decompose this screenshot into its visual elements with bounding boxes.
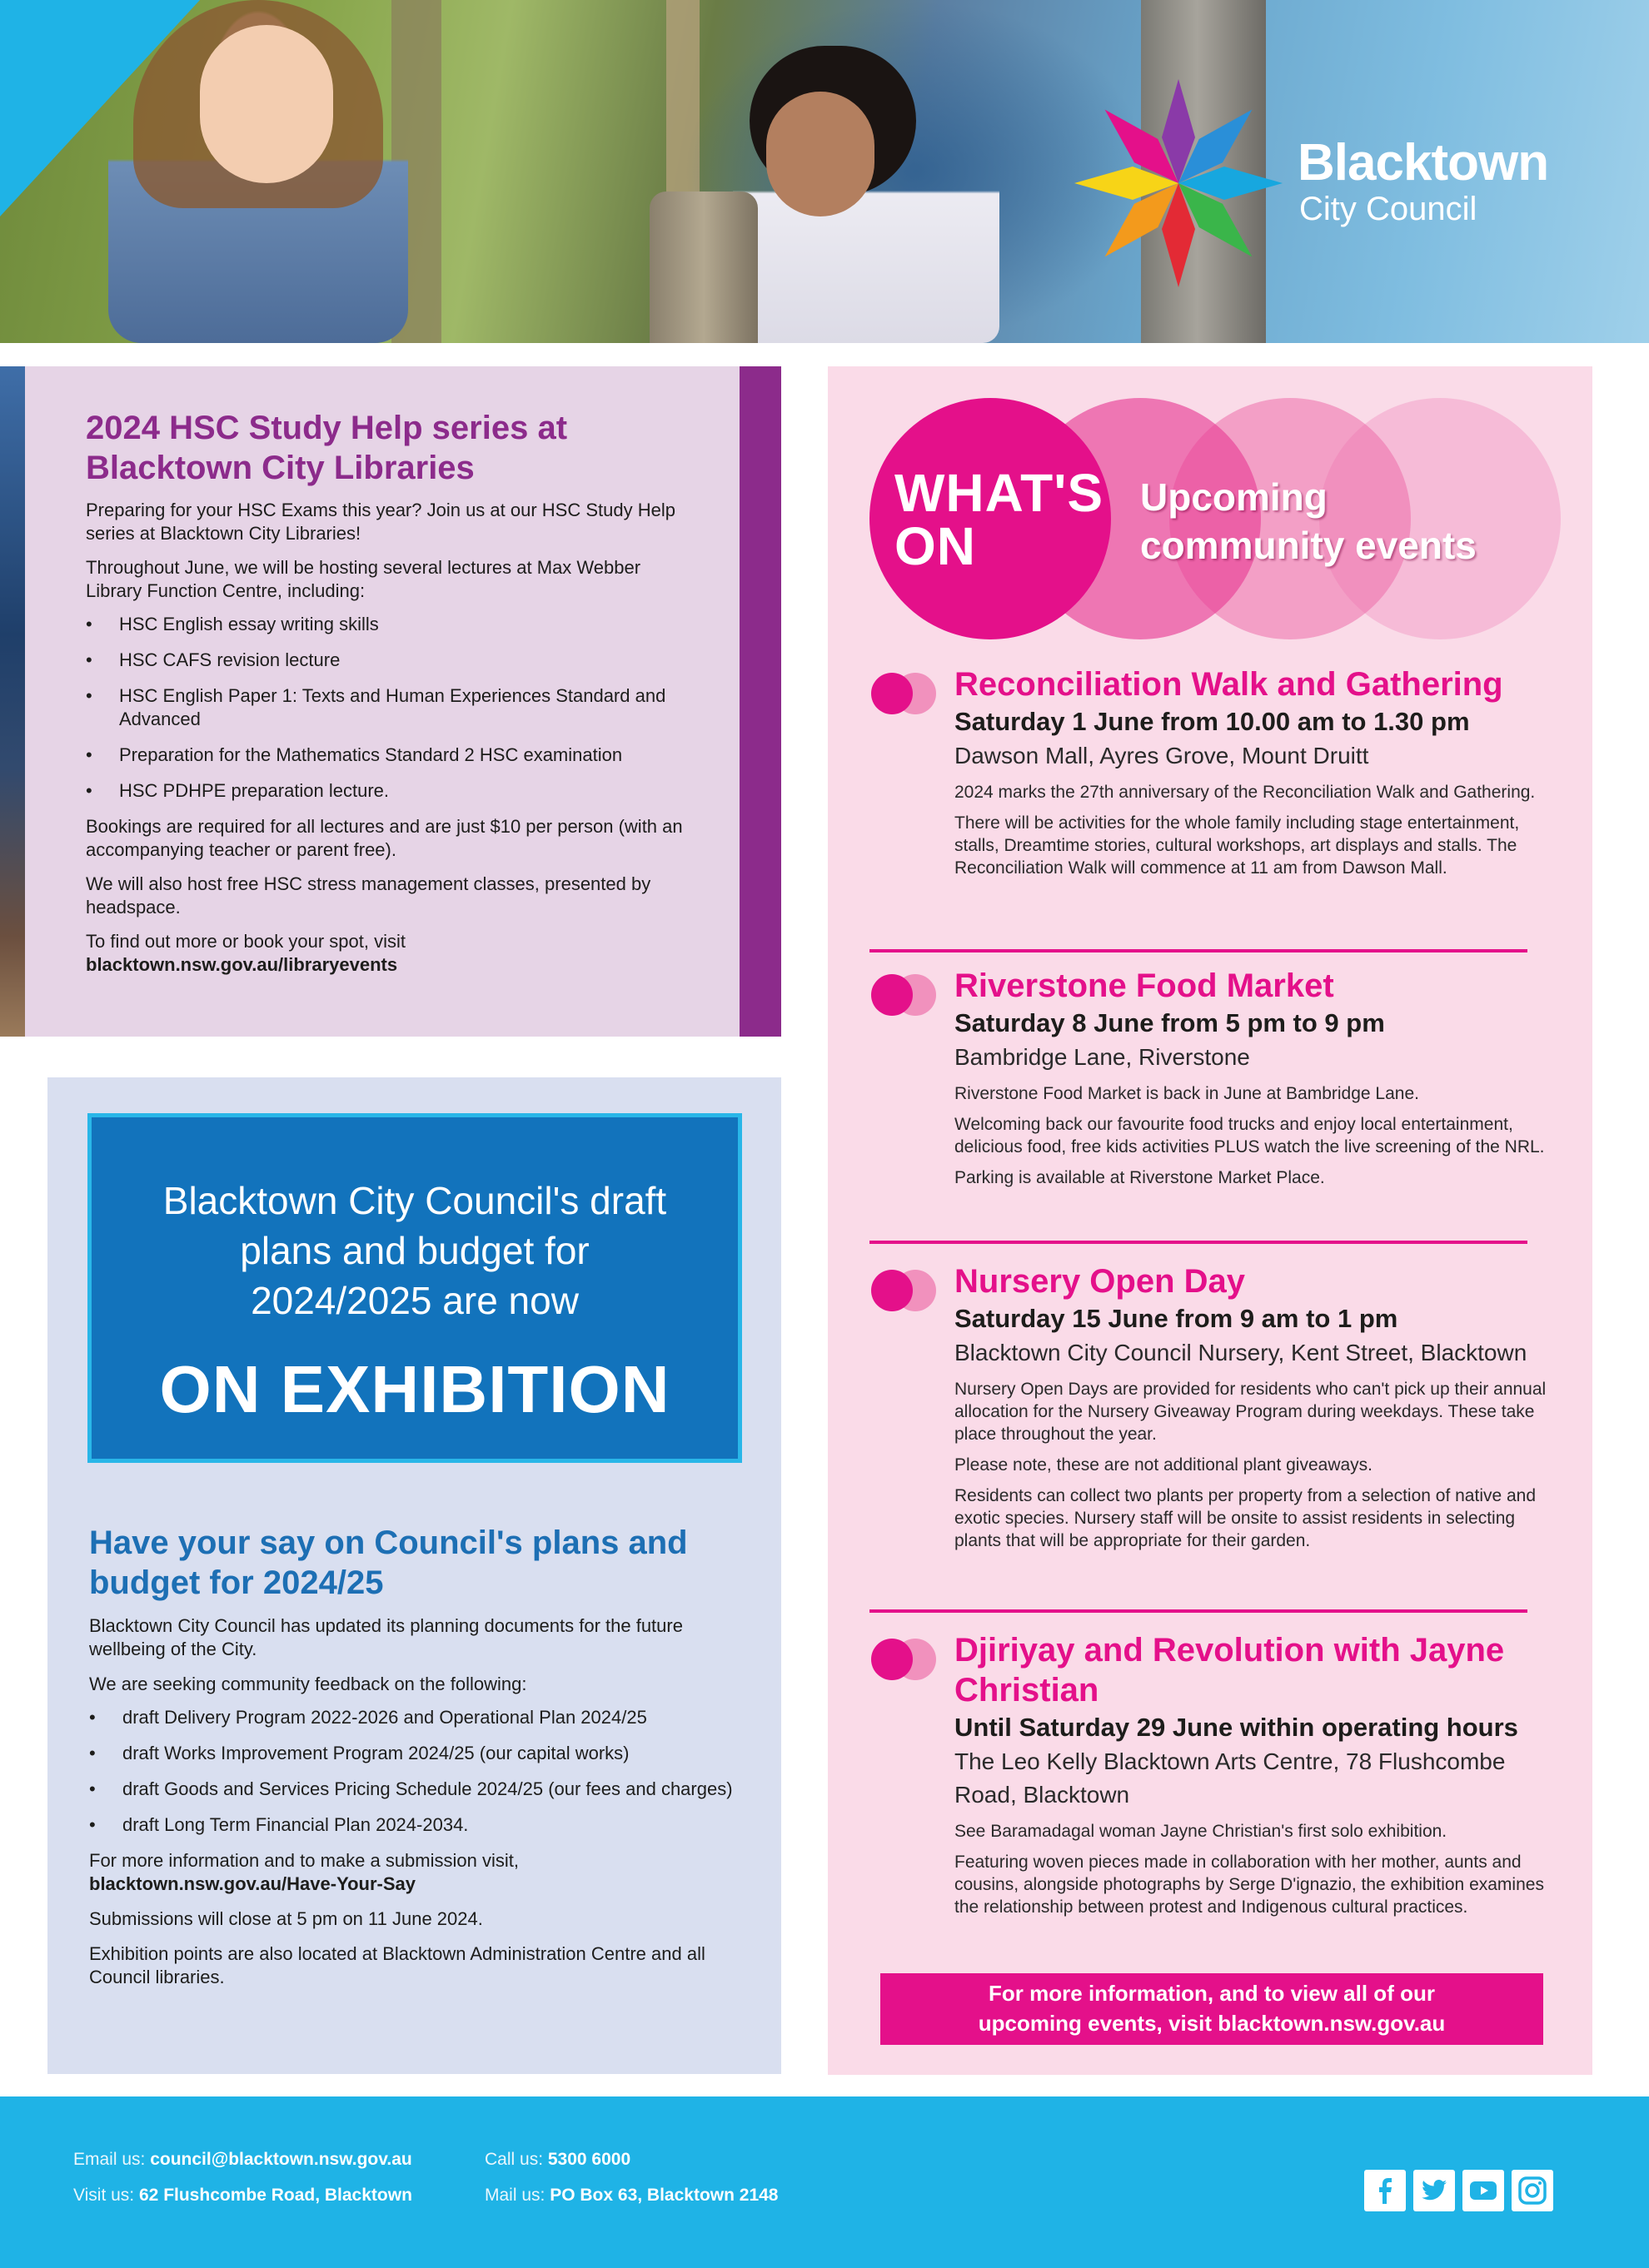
event-paragraph: 2024 marks the 27th anniversary of the Reconciliation Walk and Gathering. xyxy=(954,783,1536,802)
list-item: • HSC English Paper 1: Texts and Human Experiences Standard and Advanced xyxy=(86,684,698,731)
event-title: Riverstone Food Market xyxy=(954,967,1334,1004)
event-paragraph: Featuring woven pieces made in collaboration with her mother, aunts and cousins, alongside photographs by Serge D'ignazio, the exhibition examines the relationship between protest and Indigenous cultural practices. xyxy=(954,1853,1544,1917)
event-when: Saturday 8 June from 5 pm to 9 pm xyxy=(954,1008,1385,1037)
phone-number[interactable]: 5300 6000 xyxy=(547,2150,631,2169)
more-info-button[interactable] xyxy=(880,1973,1543,2045)
star-logo-icon xyxy=(1066,71,1291,296)
list-item: • HSC PDHPE preparation lecture. xyxy=(86,779,698,803)
event-divider xyxy=(869,1241,1527,1244)
call-label: Call us: xyxy=(485,2150,544,2169)
event-bullet-icon xyxy=(871,1270,938,1311)
hsc-find-out-text: To find out more or book your spot, visit xyxy=(86,931,406,952)
hsc-side-photo xyxy=(0,366,25,1037)
exhibition-banner xyxy=(87,1113,742,1463)
event-where: Blacktown City Council Nursery, Kent Street, Blacktown xyxy=(954,1340,1527,1365)
exhibition-panel xyxy=(47,1077,781,2074)
event-divider xyxy=(869,1609,1527,1613)
list-item: • draft Goods and Services Pricing Schedule 2024/25 (our fees and charges) xyxy=(89,1778,755,1801)
list-item: • Preparation for the Mathematics Standard 2 HSC examination xyxy=(86,744,698,767)
brand-name: Blacktown xyxy=(1298,134,1549,191)
event-bullet-icon xyxy=(871,974,938,1016)
visit-label: Visit us: xyxy=(73,2186,135,2205)
whats-on-panel xyxy=(828,366,1592,2075)
exhibition-title: Have your say on Council's plans and budget for 2024/25 xyxy=(89,1524,688,1601)
event-when: Saturday 1 June from 10.00 am to 1.30 pm xyxy=(954,707,1470,736)
whats-on-subtitle-line2: community events xyxy=(1140,524,1477,567)
whats-on-subtitle-line1: Upcoming xyxy=(1140,475,1328,519)
exhibition-banner-heading: ON EXHIBITION xyxy=(159,1352,670,1426)
council-logo xyxy=(1066,71,1566,296)
hsc-bookings: Bookings are required for all lectures and are just $10 per person (with an accompanying teacher or parent free). xyxy=(86,816,683,860)
list-item: • draft Delivery Program 2022-2026 and Operational Plan 2024/25 xyxy=(89,1706,755,1729)
whats-on-title xyxy=(894,463,1104,576)
exhibition-banner-text: Blacktown City Council's draft plans and budget for 2024/2025 are now xyxy=(162,1179,667,1322)
exhibition-more-info-text: For more information and to make a submission visit, xyxy=(89,1850,519,1871)
event-paragraph: Welcoming back our favourite food trucks and enjoy local entertainment, delicious food, free kids activities PLUS watch the live screening of the NRL. xyxy=(954,1115,1545,1156)
facebook-icon[interactable] xyxy=(1364,2170,1406,2211)
event-title: Reconciliation Walk and Gathering xyxy=(954,666,1503,703)
event-paragraph: Residents can collect two plants per property from a selection of native and exotic species. Nursery staff will be onsite to assist residents in selecting plants that will be appropriate for their garden. xyxy=(954,1486,1537,1550)
exhibition-link[interactable]: blacktown.nsw.gov.au/Have-Your-Say xyxy=(89,1873,416,1894)
event-bullet-icon xyxy=(871,1639,938,1680)
event-bullet-icon xyxy=(871,673,938,714)
hsc-intro: Preparing for your HSC Exams this year? Join us at our HSC Study Help series at Blacktown City Libraries! xyxy=(86,500,675,544)
event-paragraph: See Baramadagal woman Jayne Christian's first solo exhibition. xyxy=(954,1822,1447,1841)
exhibition-intro: Blacktown City Council has updated its planning documents for the future wellbeing of the City. xyxy=(89,1615,683,1659)
hsc-stress: We will also host free HSC stress management classes, presented by headspace. xyxy=(86,873,651,918)
whats-on-title-line2: ON xyxy=(894,516,976,576)
list-item: • HSC English essay writing skills xyxy=(86,613,698,636)
event-when: Until Saturday 29 June within operating hours xyxy=(954,1713,1518,1742)
exhibition-close: Submissions will close at 5 pm on 11 June 2024. xyxy=(89,1908,483,1929)
list-item: • draft Long Term Financial Plan 2024-2034. xyxy=(89,1813,755,1837)
twitter-icon[interactable] xyxy=(1413,2170,1455,2211)
hsc-accent-bar xyxy=(740,366,781,1037)
event-where: Bambridge Lane, Riverstone xyxy=(954,1044,1250,1070)
brand-sub: City Council xyxy=(1299,191,1477,227)
corner-accent xyxy=(0,0,200,216)
list-item: • draft Works Improvement Program 2024/25 (our capital works) xyxy=(89,1742,755,1765)
email-label: Email us: xyxy=(73,2150,146,2169)
mail-label: Mail us: xyxy=(485,2186,546,2205)
whats-on-title-line1: WHAT'S xyxy=(894,463,1104,523)
exhibition-list xyxy=(89,1706,755,1837)
event-paragraph: Parking is available at Riverstone Market Place. xyxy=(954,1168,1325,1187)
mail-address: PO Box 63, Blacktown 2148 xyxy=(550,2186,779,2205)
event-paragraph: There will be activities for the whole family including stage entertainment, stalls, Dreamtime stories, cultural workshops, art displays and stalls. The Reconciliation Walk will commence at 11 am from Dawson Mall. xyxy=(954,813,1520,878)
exhibition-body xyxy=(89,1523,755,1989)
event-when: Saturday 15 June from 9 am to 1 pm xyxy=(954,1304,1398,1333)
footer-contact-col2 xyxy=(485,2148,779,2220)
hsc-lecture-list xyxy=(86,613,698,803)
more-info-line2: upcoming events, visit blacktown.nsw.gov.au xyxy=(978,2011,1446,2036)
hsc-throughout: Throughout June, we will be hosting several lectures at Max Webber Library Function Centre, including: xyxy=(86,557,641,601)
hsc-title: 2024 HSC Study Help series at Blacktown City Libraries xyxy=(86,410,568,486)
exhibition-points: Exhibition points are also located at Blacktown Administration Centre and all Council libraries. xyxy=(89,1943,705,1987)
event-divider xyxy=(869,949,1527,952)
hero-photo xyxy=(0,0,1649,343)
event-paragraph: Please note, these are not additional plant giveaways. xyxy=(954,1455,1373,1475)
exhibition-more-info xyxy=(89,1849,755,1896)
event-title: Djiriyay and Revolution with Jayne Christian xyxy=(954,1632,1505,1708)
youtube-icon[interactable] xyxy=(1462,2170,1504,2211)
whats-on-header xyxy=(869,398,1561,639)
hsc-link[interactable]: blacktown.nsw.gov.au/libraryevents xyxy=(86,954,398,975)
hsc-find-out xyxy=(86,930,698,977)
event-where: Dawson Mall, Ayres Grove, Mount Druitt xyxy=(954,743,1369,768)
event-paragraph: Riverstone Food Market is back in June at Bambridge Lane. xyxy=(954,1084,1419,1103)
event-where: The Leo Kelly Blacktown Arts Centre, 78 Flushcombe Road, Blacktown xyxy=(954,1748,1506,1808)
exhibition-seeking: We are seeking community feedback on the following: xyxy=(89,1674,527,1694)
instagram-icon[interactable] xyxy=(1512,2170,1553,2211)
event-title: Nursery Open Day xyxy=(954,1263,1246,1300)
event-paragraph: Nursery Open Days are provided for residents who can't pick up their annual allocation for the Nursery Giveaway Program during weekdays. These take place throughout the year. xyxy=(954,1380,1547,1444)
email-link[interactable]: council@blacktown.nsw.gov.au xyxy=(150,2150,412,2169)
hsc-panel xyxy=(25,366,740,1037)
more-info-line1: For more information, and to view all of our xyxy=(989,1981,1435,2006)
footer xyxy=(0,2096,1649,2268)
footer-contact-col1 xyxy=(73,2148,412,2220)
list-item: • HSC CAFS revision lecture xyxy=(86,649,698,672)
whats-on-subtitle xyxy=(1140,473,1477,569)
visit-address: 62 Flushcombe Road, Blacktown xyxy=(139,2186,412,2205)
